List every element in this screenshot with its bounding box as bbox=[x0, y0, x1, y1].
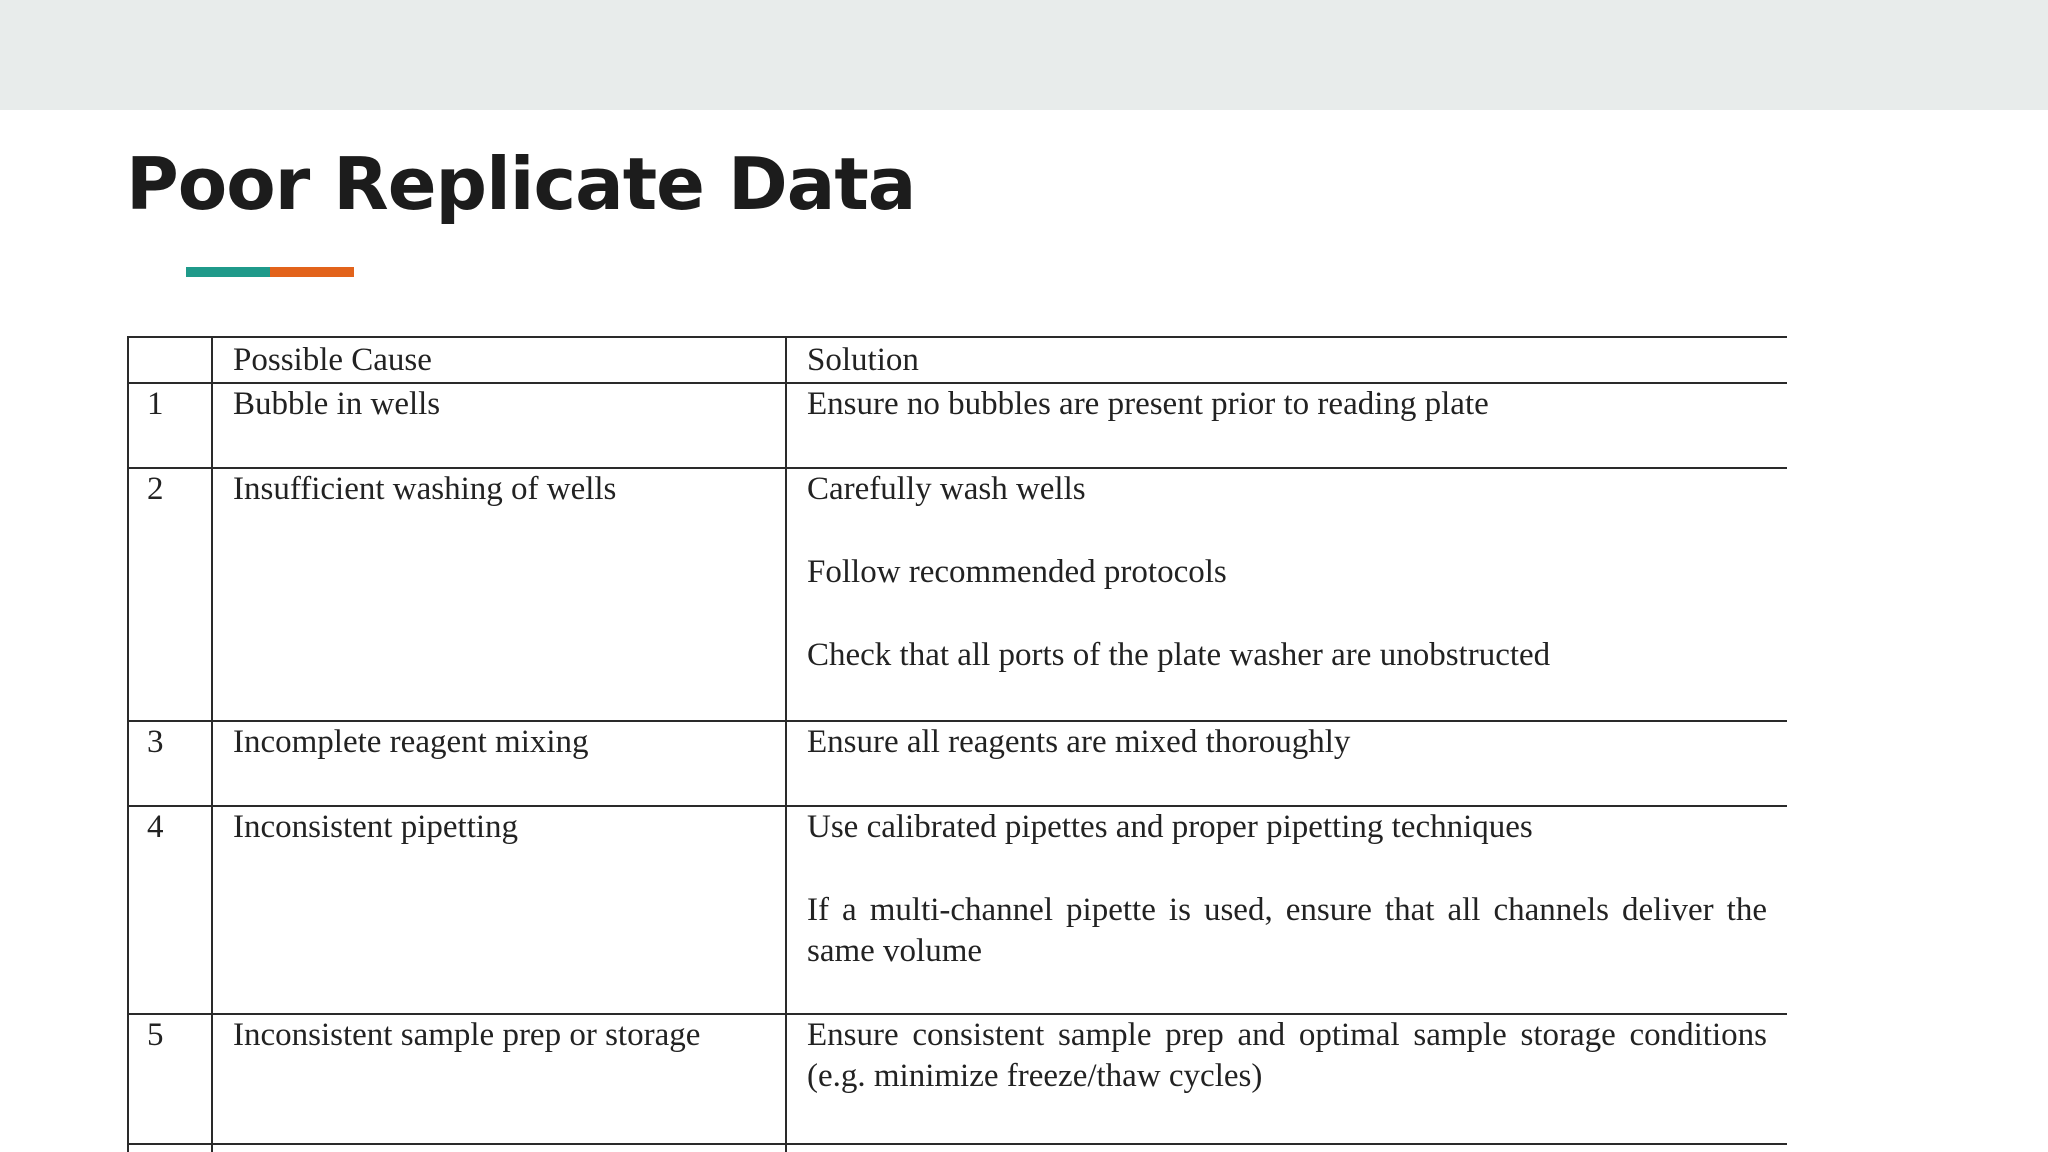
solution-line: Follow recommended protocols bbox=[807, 554, 1227, 590]
row-number: 5 bbox=[128, 1014, 212, 1144]
solution-line: Check that all ports of the plate washer are unobstructed bbox=[807, 637, 1551, 673]
solution-line: If a multi-channel pipette is used, ensure that all channels deliver the same volume bbox=[807, 892, 1767, 969]
row-cause: Insufficient washing of wells bbox=[212, 468, 786, 721]
row-solution bbox=[786, 468, 1787, 721]
row-number: 4 bbox=[128, 806, 212, 1014]
row-cause: Bubble in wells bbox=[212, 383, 786, 468]
solution-line: Carefully wash wells bbox=[807, 471, 1086, 507]
table-row bbox=[128, 806, 1787, 1014]
row-number: 1 bbox=[128, 383, 212, 468]
table-row-partial bbox=[128, 1144, 1787, 1152]
solution-line: Use calibrated pipettes and proper pipetting techniques bbox=[807, 809, 1533, 845]
row-solution bbox=[786, 721, 1787, 806]
row-cause: Incomplete reagent mixing bbox=[212, 721, 786, 806]
table-row bbox=[128, 721, 1787, 806]
accent-orange-segment bbox=[270, 267, 354, 277]
row-solution-empty bbox=[786, 1144, 1787, 1152]
table-header-row bbox=[128, 337, 1787, 383]
accent-teal-segment bbox=[186, 267, 270, 277]
row-cause: Inconsistent pipetting bbox=[212, 806, 786, 1014]
row-cause: Inconsistent sample prep or storage bbox=[212, 1014, 786, 1144]
title-accent-bar bbox=[186, 267, 354, 277]
header-possible-cause: Possible Cause bbox=[212, 337, 786, 383]
row-solution bbox=[786, 1014, 1787, 1144]
row-solution bbox=[786, 383, 1787, 468]
table-row bbox=[128, 468, 1787, 721]
row-solution bbox=[786, 806, 1787, 1014]
solution-line: Ensure no bubbles are present prior to reading plate bbox=[807, 386, 1489, 422]
header-num bbox=[128, 337, 212, 383]
top-band bbox=[0, 0, 2048, 110]
cause-solution-table bbox=[127, 336, 1787, 1152]
row-number-empty bbox=[128, 1144, 212, 1152]
row-cause-empty bbox=[212, 1144, 786, 1152]
solution-line: Ensure consistent sample prep and optimal sample storage conditions (e.g. minimize freeze/thaw cycles) bbox=[807, 1017, 1767, 1094]
table-row bbox=[128, 1014, 1787, 1144]
row-number: 2 bbox=[128, 468, 212, 721]
header-solution: Solution bbox=[786, 337, 1787, 383]
table-row bbox=[128, 383, 1787, 468]
solution-line: Ensure all reagents are mixed thoroughly bbox=[807, 724, 1351, 760]
cause-solution-table-container bbox=[127, 336, 1787, 1152]
row-number: 3 bbox=[128, 721, 212, 806]
slide-title: Poor Replicate Data bbox=[126, 142, 916, 226]
